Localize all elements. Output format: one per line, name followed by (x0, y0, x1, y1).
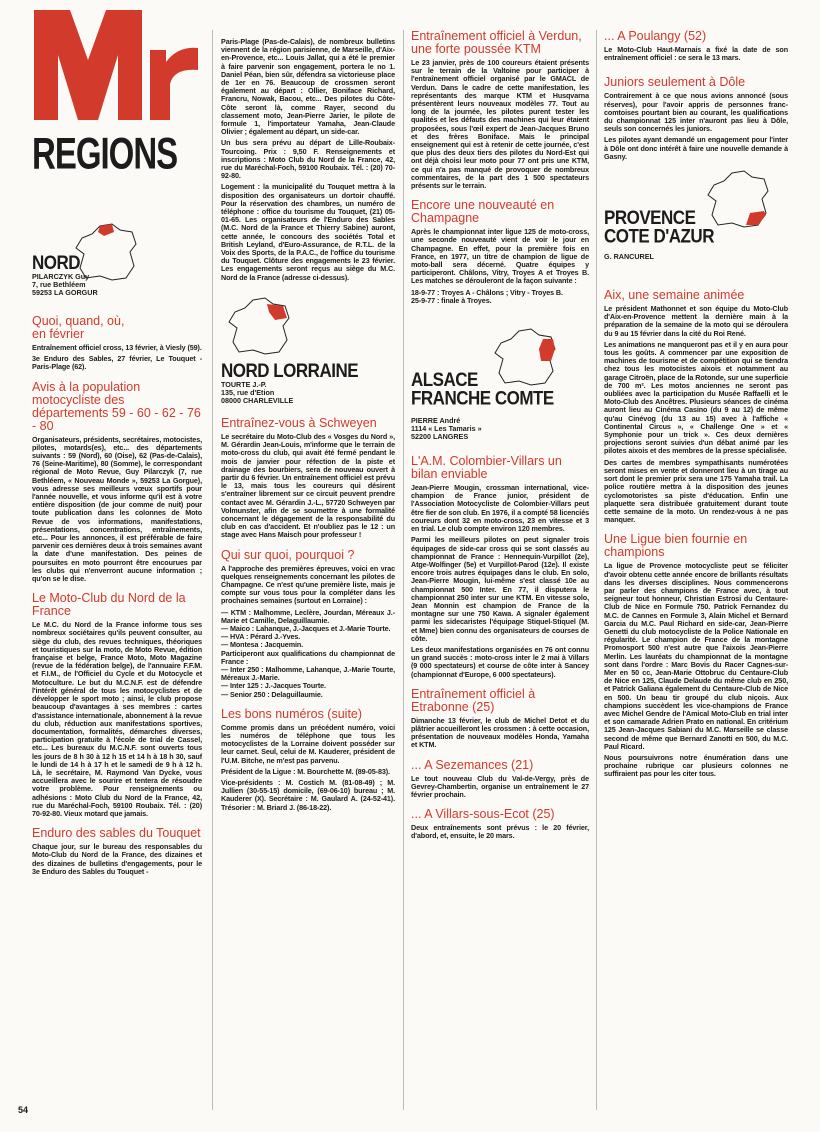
article-heading: Le Moto-Club du Nord de la France (32, 591, 186, 619)
list-item: — KTM : Malhomme, Leclère, Jourdan, Méreaux J.-Marie et Camille, Delaguillaumie. (221, 607, 395, 625)
article-paragraph: Contrairement à ce que nous avions annoncé (sous réserves), pour l'avoir appris de personnes franc-comtoises pourtant bien au courant, les qualifications du championnat 125 inter n'auront pas lieu à Dôle, seuls son concernés les juniors. (604, 91, 788, 134)
correspondent-address: G. RANCUREL (604, 252, 654, 262)
article-heading: ... A Sezemances (21) (411, 757, 534, 772)
article-paragraph: La ligue de Provence motocycliste peut se féliciter d'avoir obtenu cette année encore de brillants résultats dans les diverses disciplines. Nous commencerons par parler des champions de France avec, à tout seigneur tout honneur, Christian Estrosi du Centaure-Club de Nice en Formule 750. Patrick Fernandez du M.C. de Cannes en Formule 3, Alain Michel et Bernard Garcia du M.C. Paul Richard en side-car, Jean-Pierre Genetti du club motocycliste de la Police Nationale en régularité. Le champion de France de la montagne Promosport 500 n'est autre que l'aixois Jean-Pierre Merlin. Les lauréats du championnat de la montagne sont dans l'ordre : Marc Bovis du Racer Cagnes-sur-Mer en 50 cc, Jean-Marie Ottobruc du Centaure-Club de Nice en 125, Claude Delaude du même club en 250, et Patrick Galiana également du Centaure-Club de Nice en 500. Un beau tir groupé du club niçois. Aux champions succèdent les vice-champions de France avec Michel Gendre de l'Amical Moto-Club en trial inter et son camarade Adrien Prato en national. En critérium 125 Jean-Jacques Sabiani du M.C. Marseille se classe second de même que Bernard Zanotti en 500, du M.C. Paul Ricard. (604, 561, 788, 751)
france-map-lorraine-icon (225, 296, 295, 358)
column-4 (604, 30, 788, 1132)
list-item: — Inter 125 : J.-Jacques Tourte. (221, 681, 326, 691)
article-paragraph: Paris-Plage (Pas-de-Calais), de nombreux bulletins viennent de la région parisienne, de Marseille, d'Aix-en-Provence, etc... Louis Jallat, qui a été le premier à faire parvenir son engagement, portera le no 1. Daniel Péan, bien sûr, défendra sa victorieuse place de 1er en 76. Beaucoup de crossmen seront également au départ : Ollier, Boniface Richard, Francru, Nowak, Bacou, etc... Des pilotes du Côte-Côte seront là, comme Rayer, second du classement moto, Jean-Pierre Jarier, le pilote de formule 1, l'importateur Yamaha, Jean-Claude Olivier ; également au départ, un side-car. (221, 38, 395, 137)
article-paragraph: Les pilotes ayant demandé un engagement pour l'inter à Dôle ont donc intérêt à faire une nouvelle demande à Gasny. (604, 135, 788, 161)
article-paragraph: Vice-présidents : M. Costich M. (81-08-49) ; M. Jullien (30-55-15) domicile, (69-06-10) bureau ; M. Kauderer (X). Secrétaire : M. Gaulard A. (24-52-41). Trésorier : M. Briard J. (86-18-22). (221, 778, 395, 812)
article-paragraph: Organisateurs, présidents, secrétaires, motocistes, pilotes, motards(es), etc... des départements suivants : 59 (Nord), 60 (Oise), 62 (Pas-de-Calais), 76 (Seine-Maritime), 80 (Somme), le correspondant régional de Moto Revue, Guy Pilarczyk (7, rue Bethléem, « Nouveau Monde », 59253 La Gorgue), vous adresse ses meilleurs vœux sportifs pour l'année nouvelle, et vous informe qu'il est à votre entière disposition (de jour comme de nuit) pour toute publication dans les colonnes de Moto Revue de vos informations, manifestations, présentations, concentrations, entraînements, etc... Pour les annonces, il est préférable de faire parvenir ces dernières deux à trois semaines avant la date d'une manifestation. Des peines de poursuites en moto pourront être encourues par les clubs qui n'enverront aucune information ; qu'on se le dise. (32, 434, 202, 584)
region-title: NORD LORRAINE (221, 359, 359, 382)
article-heading: ... A Poulangy (52) (604, 30, 707, 43)
regions-header (32, 0, 202, 178)
article-paragraph: Un bus sera prévu au départ de Lille-Roubaix-Tourcoing. Prix : 9,50 F. Renseignements et inscriptions : Moto Club du Nord de la France, 42, rue du Maréchal-Foch, 59100 Roubaix. Tél. : (20) 70-92-80. (221, 138, 395, 181)
correspondent-address: PILARCZYK Guy 7, rue Bethléem 59253 LA GORGUR (32, 272, 98, 297)
column-rule (403, 30, 404, 1110)
article-paragraph: 18-9-77 : Troyes A - Châlons ; Vitry - Troyes B. (411, 287, 563, 297)
region-title: PROVENCE COTE D'AZUR (604, 206, 714, 247)
column-rule (212, 30, 213, 1110)
article-paragraph: Jean-Pierre Mougin, crossman international, vice-champion de France junior, président de l'Association Motocycliste de Colombier-Villars peut être fier de son club. En 1976, il a compté 58 licenciés coureurs dont 32 en moto-cross, 23 en vitesse et 3 en trial. Le club compte environ 120 membres. (411, 483, 589, 534)
article-paragraph: Des cartes de membres sympathisants numérotées seront mises en vente et donneront lieu à un tirage au sort dont le premier prix sera une 175 Yamaha trail. La police routière mettra à la disposition des jeunes cyclomotoristes sa piste d'éducation. Enfin une plaquette sera distribuée gratuitement durant toute cette semaine de la moto. Un rendez-vous à ne pas manquer. (604, 457, 788, 525)
article-paragraph: Le président Mathonnet et son équipe du Moto-Club d'Aix-en-Provence mettent la dernière main à la préparation de la semaine de la moto qui se déroulera du 9 au 15 février dans la cité du Roi René. (604, 304, 788, 338)
article-paragraph: Président de la Ligue : M. Bourchette M. (89-05-83). (221, 766, 390, 776)
article-heading: Avis à la population motocycliste des départements 59 - 60 - 62 - 76 - 80 (32, 379, 201, 433)
article-heading: Aix, une semaine animée (604, 288, 745, 303)
article-paragraph: Le tout nouveau Club du Val-de-Vergy, près de Gevrey-Chambertin, organise un entraînement le 27 février prochain. (411, 773, 589, 799)
page-number: 54 (18, 1105, 29, 1115)
region-title: ALSACE FRANCHE COMTE (411, 368, 554, 410)
article-paragraph: Les deux manifestations organisées en 76 ont connu un grand succès : moto-cross inter le 2 mai à Villars (9 000 spectateurs) et course de côte inter à Sancey (championnat d'Europe, 6 000 spectateurs). (411, 644, 589, 679)
article-paragraph: Le 23 janvier, près de 100 coureurs étaient présents sur le terrain de la Valtoine pour participer à l'entraînement officiel organisé par le GMACL de Verdun. Dans le cadre de cette manifestation, les représentants des marque KTM et Husqvarna présentèrent leurs nouveaux modèles 77. Tout au long de la journée, les pilotes purent tester les qualités et les défauts des machines qui leur étaient proposées, sous l'œil expert de Jean-Jacques Bruno et des frères Boniface. Mais le principal enseignement qui est à retenir de cette journée, c'est que plus des deux tiers des pilotes du Nord-Est qui ont déjà choisi leur moto pour 77 ont pris une KTM, ce qui n'a pas manqué de provoquer de nombreux commentaires, de la part des 1 500 spectateurs présents sur le terrain. (411, 58, 589, 191)
article-paragraph: Logement : la municipalité du Touquet mettra à la disposition des organisateurs un dortoir chauffé. Pour la réservation des chambres, un numéro de téléphone : office du tourisme du Touquet, (21) 05-01-65. Les organisateurs de l'Enduro des Sables (M.C. Nord de la France et Thierry Sabine) auront, cette année, le concours des sociétés Total et British Leyland, d'Euro-Assurance, de R.T.L. de la Voix des Sports, de la P.A.C., de l'office du tourisme du Touquet. Clôture des engagements le 23 février. Les engagements seront reçus au siège du M.C. Nord de la France (adresse ci-dessus). (221, 182, 395, 282)
article-heading: Juniors seulement à Dôle (604, 75, 746, 90)
article-paragraph: Le M.C. du Nord de la France informe tous ses nombreux sociétaires qu'ils peuvent consulter, au siège du club, des revues techniques, théoriques et touristiques sur la moto, de Moto Revue, édition française et belge, France Moto, Moto Magazine (revue de la fédération belge), de l'annuaire F.F.M. et F.I.M., de l'Officiel du Cycle et du Motocycle et Motoculture. Le but du M.C.N.F. est de défendre l'intérêt général de tous les motocyclistes et de développer le sport moto ; ainsi, le club propose beaucoup d'avantages à ses membres : cartes d'assistance internationale, abonnement à la revue du club, réduction aux manifestations sportives, documentation, formalités, démarches diverses, participation gratuite à l'école de trial de Cassel, etc... Les bureaux du M.C.N.F. sont ouverts tous les jours de 8 h 30 à 12 h 15 et 14 h à 18 h 30, sauf le lundi de 14 h à 17 h et le samedi de 9 h à 12 h. Là, le secrétaire, M. Raymond Van Dycke, vous accueillera avec le sourire et tentera de résoudre votre problème. Pour renseignements ou adhésions : Moto Club du Nord de la France, 42, rue du Maréchal-Foch, 59100 Roubaix. Tél. : (20) 70-92-80. Vieux motard que jamais. (32, 620, 202, 818)
article-paragraph: 25-9-77 : finale à Troyes. (411, 295, 492, 305)
section-title: REGIONS (32, 128, 178, 178)
column-2 (221, 38, 395, 1132)
correspondent-address: TOURTE J.-P. 135, rue d'Etion 08000 CHARLEVILLE (221, 379, 294, 405)
list-item: — HVA : Pérard J.-Yves. (221, 632, 301, 642)
article-paragraph: Le secrétaire du Moto-Club des « Vosges du Nord », M. Gérardin Jean-Louis, m'informe que le terrain de moto-cross du club, qui avait été fermé pendant le mois de janvier pour réfection de la piste et drainage des bourbiers, sera de nouveau ouvert à partir du 6 février. Un entraînement officiel est prévu le 13, mais tous les coureurs qui désirent s'entraîner librement sur ce circuit peuvent prendre contact avec M. Gérardin J.-L., 57720 Schweyen par Volmunster, afin de se soumettre à une formalité concernant le dégagement de la responsabilité du club en cas d'accident. Et n'oubliez pas le 12 : un stage avec Hans Maisch pour professeur ! (221, 431, 395, 540)
article-heading: Une Ligue bien fournie en champions (604, 532, 748, 560)
article-paragraph: Comme promis dans un précédent numéro, voici les numéros de téléphone que tous les motocyclistes de la Lorraine doivent posséder sur leur carnet. Seul, celui de M. Kauderer, président de l'U.M. Bitche, ne m'est pas parvenu. (221, 722, 395, 765)
list-item: — Montesa : Jacquemin. (221, 640, 304, 650)
region-title: NORD (32, 251, 81, 274)
list-item: — Senior 250 : Delaguillaumie. (221, 689, 323, 699)
correspondent-address: PIERRE André 1114 « Les Tamaris » 52200 LANGRES (411, 416, 482, 442)
article-heading: Les bons numéros (suite) (221, 706, 363, 721)
article-paragraph: 3e Enduro des Sables, 27 février, Le Touquet - Paris-Plage (62). (32, 354, 202, 372)
article-paragraph: Parmi les meilleurs pilotes on peut signaler trois équipages de side-car cross qui se sont classés au championnat de France : Hennequin-Vurpillot (2e), Atge-Wolfinger (5e) et Vurpillot-Parod (12e). Il existe encore trois autres équipages dans le club. En solo, Jean-Pierre Mougin, lui-même s'est classé 10e au championnat 500 Inter. En 77, il disputera le championnat 250 inter sur une KTM. En vitesse solo, Jean Monnin est champion de France de la montagne sur une 750 Kawa. A signaler également parmi les sidecaristes l'équipage Stiquel-Stiquel (M. et Mme) bien connu des organisateurs de courses de côte. (411, 535, 589, 643)
article-heading: Entraînement officiel à Verdun, une forte poussée KTM (411, 30, 582, 56)
column-rule (596, 30, 597, 1110)
article-paragraph: Dimanche 13 février, le club de Michel Detot et du plâtrier accueilleront les crossmen : à cette occasion, présentation de nouveaux modèles Honda, Yamaha et KTM. (411, 715, 589, 750)
article-heading: Enduro des sables du Touquet (32, 826, 201, 841)
article-heading: Encore une nouveauté en Champagne (411, 198, 555, 226)
article-paragraph: Participeront aux qualifications du championnat de France : (221, 648, 395, 666)
article-heading: Qui sur quoi, pourquoi ? (221, 547, 355, 562)
article-paragraph: Le Moto-Club Haut-Marnais a fixé la date de son entraînement officiel : ce sera le 13 mars. (604, 45, 788, 63)
article-heading: ... A Villars-sous-Ecot (25) (411, 807, 555, 822)
article-paragraph: Nous poursuivrons notre énumération dans une prochaine rubrique car plusieurs colonnes ne suffiraient pas pour les citer tous. (604, 752, 788, 779)
list-item: — Inter 250 : Malhomme, Lahanque, J.-Marie Tourte, Méreaux J.-Marie. (221, 664, 395, 683)
article-heading: Quoi, quand, où, en février (32, 314, 125, 341)
article-paragraph: Après le championnat inter ligue 125 de moto-cross, une seconde nouveauté vient de voir le jour en Champagne. En effet, pour la première fois en France, en 1977, un titre de champion de ligue de moto-ball sera décerné. Quatre équipes y participeront. Châlons, Vitry, Troyes A et Troyes B. Les matches se dérouleront de la façon suivante : (411, 227, 589, 286)
column-1 (32, 0, 202, 1132)
article-paragraph: Entraînement officiel cross, 13 février, à Viesly (59). (32, 343, 202, 352)
mr-logo (32, 0, 202, 130)
article-paragraph: Deux entraînements sont prévus : le 20 février, d'abord, et, ensuite, le 20 mars. (411, 823, 589, 841)
column-3 (411, 30, 589, 1132)
article-paragraph: A l'approche des premières épreuves, voici en vrac quelques renseignements concernant les pilotes de Champagne. Ce n'est qu'une première liste, mais je compte sur vous tous pour la compléter dans les prochaines semaines (surtout en Lorraine) : (221, 563, 395, 606)
article-heading: Entraînement officiel à Etrabonne (25) (411, 686, 536, 714)
article-heading: L'A.M. Colombier-Villars un bilan enviable (411, 454, 562, 482)
article-heading: Entraînez-vous à Schweyen (221, 415, 377, 430)
list-item: — Maico : Lahanque, J.-Jacques et J.-Marie Tourte. (221, 623, 391, 633)
article-paragraph: Les animations ne manqueront pas et il y en aura pour tous les goûts. A commencer par une exposition de machines de tourisme et de compétition qui se tiendra chez tous les motocistes aixois et notamment au garage Citroën, place de la Rotonde, sur une superficie de 700 m². Les motos anciennes ne seront pas oubliées avec la participation du Musée Raffaelli et le Moto-Club des Ancêtres. Plusieurs séances de cinéma auront lieu au Cinéma Casino (du 9 au 12) de même qu'au Cinévog (du 13 au 15) avec à l'affiche « Continental Circus », « Challenge One » et « Symphonie pour un trick ». Ces deux dernières projections seront suivies d'un débat animé par les pilotes aixois et des membres de la presse spécialisée. (604, 339, 788, 456)
article-paragraph: Chaque jour, sur le bureau des responsables du Moto-Club du Nord de la France, des dizaines et des dizaines de bulletins d'engagements, pour le 3e Enduro des Sables du Touquet - (32, 842, 202, 876)
